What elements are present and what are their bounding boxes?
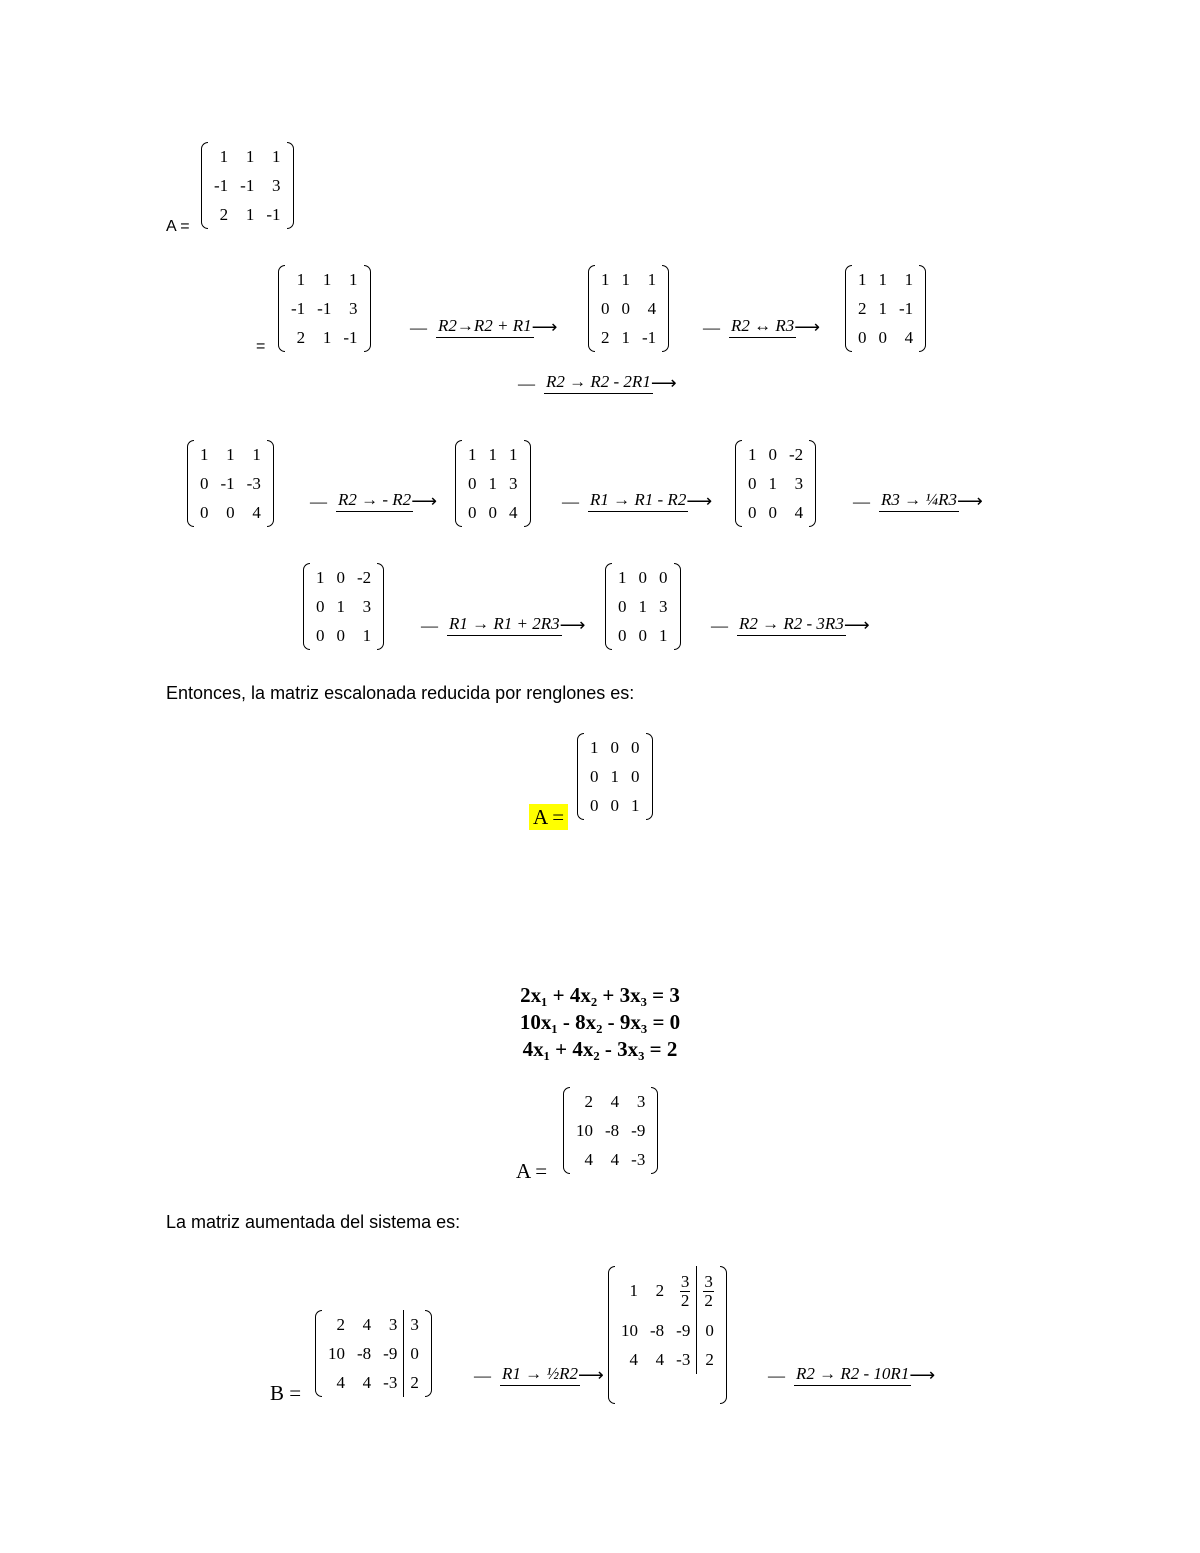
- matrix-cell: -1: [642, 327, 657, 347]
- row-op-r2-minus-10r1: — R2 → R2 - 10R1 ⟶: [768, 1364, 936, 1385]
- matrix-cell: 10: [621, 1320, 638, 1340]
- matrix-cell: 4: [904, 327, 914, 347]
- matrix-cell: 1: [468, 444, 477, 464]
- arrow-icon: ⟶: [650, 373, 677, 393]
- matrix-cell: -3: [676, 1349, 691, 1369]
- matrix-cell: 1: [878, 269, 887, 289]
- matrix-cell: 4: [647, 298, 657, 318]
- fraction-numerator: 3: [704, 1272, 713, 1292]
- matrix-cell: 1: [590, 737, 599, 757]
- fraction-denominator: 2: [704, 1291, 713, 1310]
- result-matrix: [577, 733, 653, 820]
- matrix-cell: [670, 1266, 697, 1316]
- matrix-a-label: A =: [166, 218, 190, 235]
- matrix-cell: -1: [317, 298, 332, 318]
- chain3-matrix-2: [605, 563, 681, 650]
- matrix-cell: 0: [610, 737, 619, 757]
- matrix-cell: 1: [647, 269, 657, 289]
- matrix-cell: -1: [214, 175, 229, 195]
- coef-label: A =: [516, 1159, 548, 1183]
- fraction: [703, 1273, 714, 1310]
- matrix-cell: 0: [610, 795, 619, 815]
- matrix-cell: 1: [362, 625, 372, 645]
- augmented-matrix-2: [608, 1266, 727, 1404]
- matrix-cell: 1: [659, 625, 668, 645]
- row-op-label: R3 → ¼R3: [879, 490, 959, 512]
- matrix-cell: 0: [748, 473, 757, 493]
- matrix-cell: 0: [631, 766, 640, 786]
- arrow-icon: ⟶: [578, 1365, 604, 1385]
- equation-2: 10x₁ - 8x₂ - 9x₃ = 0: [519, 1010, 681, 1034]
- matrix-cell: 1: [878, 298, 887, 318]
- matrix-cell: -3: [383, 1372, 398, 1392]
- row-op-label: R1 → R1 - R2: [588, 490, 688, 512]
- matrix-a: [201, 142, 294, 229]
- matrix-cell: 0: [618, 625, 627, 645]
- row-op-label: R2 → R2 - 3R3: [737, 614, 846, 636]
- matrix-cell: 4: [655, 1349, 665, 1369]
- matrix-cell: 0: [590, 766, 599, 786]
- matrix-cell: 0: [638, 625, 647, 645]
- matrix-cell: 1: [488, 473, 497, 493]
- matrix-cell: 4: [362, 1372, 372, 1392]
- matrix-cell: 1: [219, 146, 229, 166]
- matrix-cell: 3: [404, 1310, 425, 1339]
- arrow-icon: ⟶: [909, 1365, 936, 1385]
- reduced-form-caption: Entonces, la matriz escalonada reducida por renglones es:: [166, 683, 635, 703]
- matrix-cell: 1: [245, 146, 255, 166]
- matrix-cell: 2: [655, 1281, 665, 1300]
- matrix-cell: 1: [272, 146, 281, 166]
- matrix-cell: 1: [296, 269, 306, 289]
- matrix-cell: -9: [383, 1343, 398, 1363]
- matrix-cell: 3: [388, 1314, 398, 1334]
- row-op-label: R2 → R2 - 2R1: [544, 372, 653, 394]
- matrix-cell: 1: [322, 269, 332, 289]
- matrix-cell: 0: [404, 1339, 425, 1368]
- matrix-cell: -8: [650, 1320, 665, 1340]
- augmented-matrix-1: [315, 1310, 432, 1397]
- matrix-cell: -9: [676, 1320, 691, 1340]
- matrix-cell: 2: [219, 204, 229, 224]
- matrix-cell: 0: [659, 567, 668, 587]
- matrix-cell: 0: [618, 596, 627, 616]
- matrix-cell: 1: [768, 473, 777, 493]
- matrix-cell: 4: [509, 502, 518, 522]
- fraction-denominator: 2: [680, 1291, 690, 1310]
- matrix-cell: 0: [226, 502, 235, 522]
- matrix-cell: 0: [200, 502, 209, 522]
- row-op-label: R2 → - R2: [336, 490, 413, 512]
- matrix-cell: 2: [697, 1345, 720, 1374]
- chain2-matrix-2: [455, 440, 531, 527]
- arrow-icon: ⟶: [686, 491, 713, 511]
- matrix-cell: 0: [768, 444, 777, 464]
- matrix-cell: 2: [584, 1091, 593, 1111]
- matrix-cell: -1: [220, 473, 235, 493]
- fraction-numerator: 3: [680, 1272, 690, 1292]
- row-op-half-r2: — R1 → ½R2 ⟶: [474, 1364, 604, 1385]
- matrix-cell: 0: [858, 327, 867, 347]
- row-op-label: R2 → R2 - 10R1: [794, 1364, 911, 1386]
- chain1-matrix-1: [278, 265, 371, 352]
- highlighted-label: A =: [529, 804, 568, 830]
- arrow-icon: ⟶: [957, 491, 983, 511]
- matrix-cell: 3: [349, 298, 358, 318]
- matrix-cell: 1: [226, 444, 235, 464]
- matrix-cell: 0: [878, 327, 887, 347]
- matrix-cell: 0: [748, 502, 757, 522]
- matrix-cell: 2: [336, 1314, 345, 1334]
- augmented-caption: La matriz aumentada del sistema es:: [166, 1212, 461, 1232]
- matrix-cell: 1: [601, 269, 610, 289]
- matrix-cell: 1: [322, 327, 332, 347]
- row-op-label: R2 ↔ R3: [729, 316, 796, 338]
- matrix-cell: 2: [858, 298, 867, 318]
- fraction: [680, 1273, 691, 1310]
- row-op-negate-r2: — R2 → - R2 ⟶: [310, 490, 437, 511]
- equation-3: 4x₁ + 4x₂ - 3x₃ = 2: [522, 1037, 678, 1061]
- row-op-r1-minus-r2: — R1 → R1 - R2 ⟶: [562, 490, 713, 511]
- matrix-cell: 1: [748, 444, 757, 464]
- matrix-cell: -2: [357, 567, 372, 587]
- row-op-swap-r2-r3: — R2 ↔ R3 ⟶: [703, 316, 821, 337]
- matrix-cell: -8: [605, 1120, 620, 1140]
- matrix-cell: 4: [584, 1149, 593, 1169]
- matrix-cell: 1: [488, 444, 497, 464]
- matrix-cell: 0: [697, 1316, 720, 1345]
- matrix-cell: 10: [328, 1343, 345, 1363]
- matrix-cell: 1: [336, 596, 345, 616]
- matrix-cell: 1: [618, 567, 627, 587]
- matrix-cell: 1: [904, 269, 914, 289]
- matrix-cell: 1: [245, 204, 255, 224]
- matrix-cell: 3: [272, 175, 281, 195]
- matrix-cell: -1: [240, 175, 255, 195]
- matrix-cell: 0: [316, 596, 325, 616]
- matrix-cell: 3: [509, 473, 518, 493]
- matrix-cell: -1: [343, 327, 358, 347]
- matrix-cell: 1: [200, 444, 209, 464]
- matrix-cell: 0: [590, 795, 599, 815]
- matrix-cell: 0: [638, 567, 647, 587]
- matrix-cell: 1: [629, 1281, 638, 1300]
- matrix-cell: [697, 1266, 720, 1316]
- chain2-matrix-3: [735, 440, 816, 527]
- matrix-cell: 1: [621, 327, 630, 347]
- matrix-cell: 0: [631, 737, 640, 757]
- matrix-cell: -3: [246, 473, 261, 493]
- arrow-icon: ⟶: [559, 615, 586, 635]
- matrix-cell: 1: [349, 269, 358, 289]
- row-op-label: R1 → ½R2: [500, 1364, 580, 1386]
- chain3-matrix-1: [303, 563, 384, 650]
- matrix-cell: 1: [858, 269, 867, 289]
- matrix-cell: 0: [468, 473, 477, 493]
- row-op-r2-minus-3r3: — R2 → R2 - 3R3 ⟶: [711, 614, 870, 635]
- matrix-cell: 4: [629, 1349, 638, 1369]
- matrix-cell: -1: [291, 298, 306, 318]
- matrix-cell: -8: [357, 1343, 372, 1363]
- arrow-icon: ⟶: [411, 491, 437, 511]
- matrix-cell: 2: [296, 327, 306, 347]
- row-op-r1-plus-2r3: — R1 → R1 + 2R3 ⟶: [421, 614, 586, 635]
- matrix-cell: 2: [404, 1368, 425, 1397]
- row-op-scale-r3: — R3 → ¼R3 ⟶: [853, 490, 983, 511]
- matrix-cell: 1: [252, 444, 261, 464]
- matrix-cell: 1: [316, 567, 325, 587]
- matrix-cell: 0: [336, 567, 345, 587]
- matrix-cell: 1: [638, 596, 647, 616]
- row-op-label: R2→R2 + R1: [436, 316, 534, 338]
- chain1-matrix-2: [588, 265, 669, 352]
- matrix-cell: 0: [200, 473, 209, 493]
- equals-sign: =: [256, 338, 266, 355]
- matrix-cell: 3: [636, 1091, 646, 1111]
- matrix-cell: 1: [621, 269, 630, 289]
- matrix-cell: 4: [252, 502, 261, 522]
- matrix-cell: -2: [789, 444, 804, 464]
- matrix-cell: 2: [601, 327, 610, 347]
- matrix-cell: 0: [336, 625, 345, 645]
- arrow-icon: ⟶: [531, 317, 558, 337]
- matrix-cell: 4: [610, 1149, 620, 1169]
- matrix-cell: 3: [794, 473, 804, 493]
- result-label: [529, 805, 568, 830]
- matrix-cell: 1: [610, 766, 619, 786]
- chain1-matrix-3: [845, 265, 926, 352]
- matrix-cell: 4: [610, 1091, 620, 1111]
- coefficient-matrix: [563, 1087, 658, 1174]
- arrow-icon: ⟶: [794, 317, 821, 337]
- matrix-cell: 0: [601, 298, 610, 318]
- matrix-cell: 1: [631, 795, 640, 815]
- equation-1: 2x₁ + 4x₂ + 3x₃ = 3: [520, 983, 680, 1007]
- matrix-cell: 4: [362, 1314, 372, 1334]
- row-op-r2-plus-r1: — R2→R2 + R1 ⟶: [410, 316, 558, 337]
- matrix-cell: -1: [266, 204, 281, 224]
- matrix-cell: 0: [768, 502, 777, 522]
- chain2-matrix-1: [187, 440, 274, 527]
- matrix-cell: -3: [631, 1149, 646, 1169]
- matrix-cell: 3: [362, 596, 372, 616]
- matrix-cell: 1: [509, 444, 518, 464]
- arrow-icon: ⟶: [843, 615, 870, 635]
- matrix-cell: 0: [488, 502, 497, 522]
- matrix-cell: -9: [631, 1120, 646, 1140]
- matrix-cell: 0: [468, 502, 477, 522]
- matrix-cell: -1: [899, 298, 914, 318]
- matrix-cell: 0: [316, 625, 325, 645]
- matrix-cell: 4: [794, 502, 804, 522]
- matrix-cell: 4: [336, 1372, 345, 1392]
- matrix-cell: 3: [659, 596, 668, 616]
- equation-system: [0, 982, 1200, 1063]
- row-op-r2-minus-2r1: — R2 → R2 - 2R1 ⟶: [518, 372, 677, 393]
- row-op-label: R1 → R1 + 2R3: [447, 614, 562, 636]
- aug-label: B =: [270, 1381, 302, 1405]
- matrix-cell: 10: [576, 1120, 593, 1140]
- matrix-cell: 0: [621, 298, 630, 318]
